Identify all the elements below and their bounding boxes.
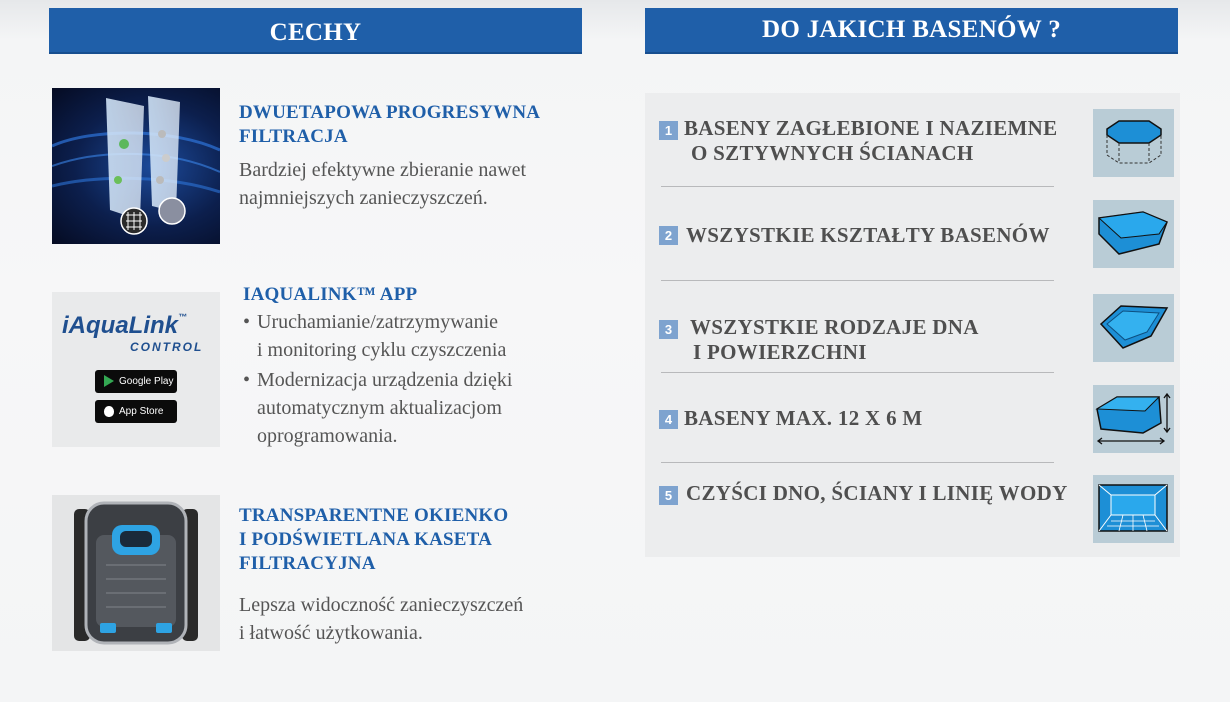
google-play-badge[interactable]: Google Play — [95, 370, 177, 393]
iaqualink-logo-subtitle: CONTROL — [130, 340, 204, 354]
pool-floor-icon — [1093, 294, 1174, 362]
divider — [661, 280, 1054, 281]
pool-size-icon — [1093, 385, 1174, 453]
app-bullet-1: • Uruchamianie/zatrzymywanie i monitoring cyklu czyszczenia — [243, 311, 507, 361]
item-number-1: 1 — [659, 121, 678, 140]
iaqualink-app-image — [52, 292, 220, 447]
feature-title-window: TRANSPARENTNE OKIENKO I PODŚWIETLANA KASETA FILTRACYJNA — [239, 505, 509, 574]
iaqualink-logo: iAquaLink™ — [62, 312, 188, 339]
feature-title-filtration: DWUETAPOWA PROGRESYWNA FILTRACJA — [239, 102, 541, 147]
item-number-3: 3 — [659, 320, 678, 339]
divider — [661, 186, 1054, 187]
pool-type-2: WSZYSTKIE KSZTAŁTY BASENÓW — [686, 223, 1050, 247]
feature-title-app: IAQUALINK™ APP — [243, 284, 418, 305]
pool-type-5: CZYŚCI DNO, ŚCIANY I LINIĘ WODY — [686, 481, 1068, 505]
above-ground-pool-icon — [1093, 109, 1174, 177]
features-banner: CECHY — [49, 8, 582, 54]
item-number-5: 5 — [659, 486, 678, 505]
divider — [661, 462, 1054, 463]
pool-types-banner: DO JAKICH BASENÓW ? — [645, 8, 1178, 54]
feature-text-filtration: Bardziej efektywne zbieranie nawet najmniejszych zanieczyszczeń. — [239, 159, 527, 209]
pool-type-4: BASENY MAX. 12 X 6 M — [684, 406, 923, 430]
item-number-4: 4 — [659, 410, 678, 429]
robot-cleaner-image — [52, 495, 220, 651]
item-number-2: 2 — [659, 226, 678, 245]
pool-walls-icon — [1093, 475, 1174, 543]
app-bullet-2: • Modernizacja urządzenia dzięki automatycznym aktualizacjom oprogramowania. — [243, 369, 513, 447]
filtration-image — [52, 88, 220, 244]
app-store-badge[interactable]: App Store — [95, 400, 177, 423]
pool-type-3: WSZYSTKIE RODZAJE DNA I POWIERZCHNI — [690, 315, 979, 364]
feature-text-window: Lepsza widoczność zanieczyszczeń i łatwość użytkowania. — [239, 594, 524, 644]
pool-type-1: BASENY ZAGŁEBIONE I NAZIEMNE O SZTYWNYCH ŚCIANACH — [684, 116, 1058, 165]
divider — [661, 372, 1054, 373]
pool-shapes-icon — [1093, 200, 1174, 268]
google-play-icon — [104, 375, 114, 387]
apple-icon — [104, 406, 114, 417]
